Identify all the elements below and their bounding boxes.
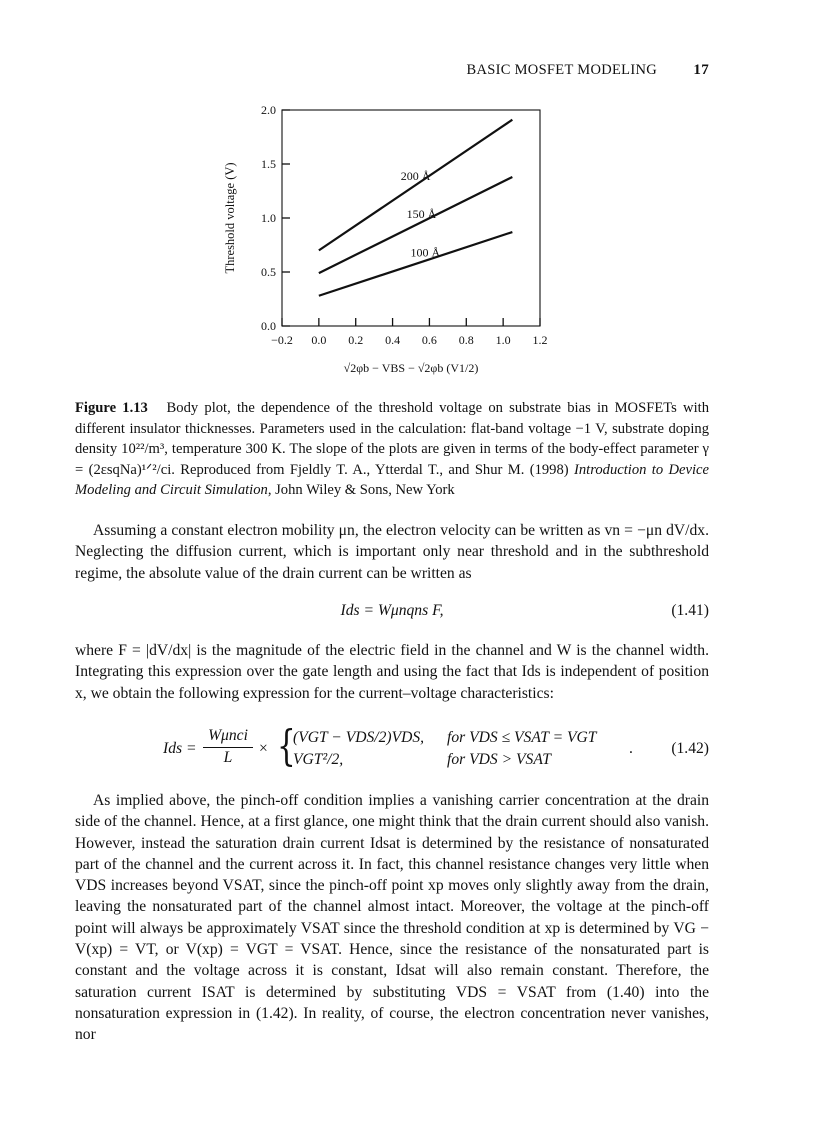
x-axis-ticks: [271, 318, 547, 347]
equation-1-41-body: Ids = Wμnqns F,: [340, 602, 444, 619]
paragraph-2: where F = |dV/dx| is the magnitude of the electric field in the channel and W is the channel width. Integrating this expression over the gate length and using the fact that Ids is independent of position x, we obtain the following expression for the current–voltage characteristics:: [75, 642, 709, 702]
series-label: 100 Å: [410, 245, 441, 260]
x-tick-label: 0.8: [458, 333, 474, 347]
figure-caption: [75, 398, 709, 501]
eq-condition-2: for VDS > VSAT: [447, 751, 551, 768]
eq-denominator: L: [203, 747, 253, 767]
eq-period: .: [629, 740, 633, 757]
series-line: [319, 120, 513, 251]
series-label: 200 Å: [400, 169, 431, 184]
x-tick-label: 0.2: [348, 333, 364, 347]
equation-1-41: [75, 602, 709, 626]
x-tick-label: 0.6: [421, 333, 437, 347]
y-axis-label: Threshold voltage (V): [223, 162, 237, 274]
page-number: 17: [693, 62, 709, 78]
caption-text: Body plot, the dependence of the threshold voltage on substrate bias in MOSFETs with different insulator thicknesses. Parameters used in the calculation: flat-band voltage −1 V, substrate doping density 10²²/m³, temperature 300 K. The slope of the plots are given in terms of the body-effect parameter γ = (2εsqNa)¹ᐟ²/ci. Reproduced from Fjeldly T. A., Ytterdal T., and Shur M. (1998): [75, 400, 709, 478]
eq-fraction: [203, 727, 253, 767]
figure-label: Figure 1.13: [75, 400, 148, 416]
y-tick-label: 1.0: [261, 211, 276, 225]
x-tick-label: 0.0: [311, 333, 327, 347]
eq-times: ×: [259, 740, 268, 757]
x-tick-label: 1.2: [532, 333, 548, 347]
body-plot-chart: [200, 92, 570, 382]
y-tick-label: 2.0: [261, 103, 276, 117]
eq-case-2: VGT²/2,: [293, 751, 344, 768]
book-title: Introduction to Device Modeling and Circuit Simulation: [75, 461, 709, 498]
eq-condition-1: for VDS ≤ VSAT = VGT: [447, 729, 597, 746]
x-tick-label: 0.4: [385, 333, 401, 347]
paragraph-3: As implied above, the pinch-off condition implies a vanishing carrier concentration at the drain side of the channel. Hence, at a first glance, one might think that the drain current should also vanish. However, instead the saturation drain current Idsat is determined by the resistance of nonsaturated part of the channel and the current across it. In fact, this channel resistance changes very little when VDS increases beyond VSAT, since the pinch-off point xp moves only slightly away from the drain, leaving the nonsaturated part of the channel almost intact. Moreover, the voltage at the pinch-off point will always be approximately VSAT since the threshold condition at xp is determined by VG − V(xp) = VT, or V(xp) = VGT = VSAT. Hence, since the resistance of the nonsaturated part is constant and the voltage across it is constant, Idsat will also remain constant. Therefore, the saturation current ISAT is determined by substituting VDS = VSAT from (1.40) into the nonsaturation expression in (1.42). In reality, of course, the electron concentration never vanishes, nor: [75, 792, 709, 1044]
eq-numerator: Wμnci: [208, 727, 248, 744]
running-title: BASIC MOSFET MODELING: [466, 62, 657, 78]
series-label: 150 Å: [406, 207, 437, 222]
series-line: [319, 232, 513, 296]
page-header: [60, 62, 709, 82]
eq-brace: {: [277, 721, 296, 770]
eq-lhs: Ids =: [163, 740, 197, 757]
equation-1-42: [75, 721, 709, 777]
y-tick-label: 0.5: [261, 265, 276, 279]
x-axis-label: √2φb − VBS − √2φb (V1/2): [343, 361, 479, 375]
equation-1-42-number: (1.42): [671, 740, 709, 757]
y-tick-label: 0.0: [261, 319, 276, 333]
paragraph-1: Assuming a constant electron mobility μn, the electron velocity can be written as vn = −μn dV/dx. Neglecting the diffusion current, which is important only near threshold and in the subthreshold regime, the absolute value of the drain current can be written as: [75, 522, 709, 582]
x-tick-label: 1.0: [495, 333, 511, 347]
y-tick-label: 1.5: [261, 157, 276, 171]
equation-1-41-number: (1.41): [671, 602, 709, 619]
eq-case-1: (VGT − VDS/2)VDS,: [293, 729, 425, 746]
y-axis-ticks: [261, 103, 290, 333]
x-tick-label: −0.2: [271, 333, 293, 347]
series-lines: [319, 120, 513, 296]
caption-tail: , John Wiley & Sons, New York: [267, 482, 455, 498]
